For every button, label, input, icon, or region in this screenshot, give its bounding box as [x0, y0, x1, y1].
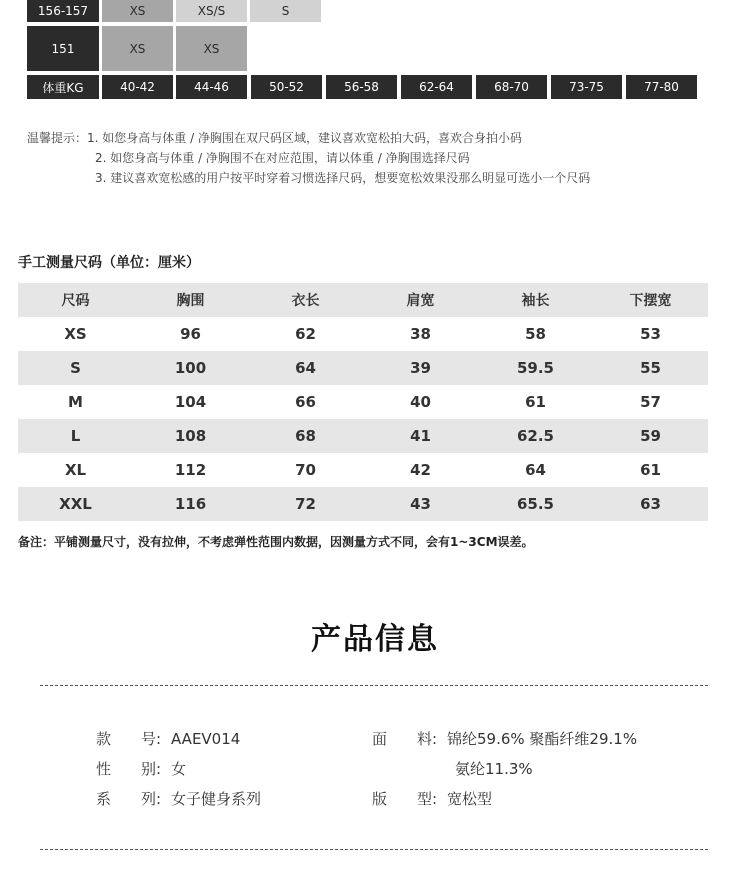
table-cell: 62.5 — [516, 427, 554, 445]
series-value: 女子健身系列 — [171, 790, 262, 808]
measure-title: 手工测量尺码（单位：厘米） — [18, 255, 200, 271]
table-cell: 108 — [174, 427, 207, 445]
table-cell: 57 — [640, 393, 661, 411]
table-cell: 65.5 — [516, 495, 554, 513]
table-cell: 55 — [640, 359, 661, 377]
tips-line: 3. 建议喜欢宽松感的用户按平时穿着习惯选择尺码，想要宽松效果没那么明显可选小一个尺码 — [95, 171, 591, 185]
table-cell: 66 — [295, 393, 316, 411]
series-label: 系 列: — [96, 790, 162, 808]
weight-cell: 73-75 — [551, 75, 622, 99]
gender-value: 女 — [171, 760, 187, 778]
size-cell: XS — [102, 26, 173, 71]
style-no-label: 款 号: — [96, 730, 162, 748]
table-cell: 116 — [174, 495, 207, 513]
table-header-row — [18, 283, 708, 317]
table-row — [18, 419, 708, 453]
table-cell: 39 — [410, 359, 431, 377]
table-cell: 64 — [525, 461, 546, 479]
table-cell: 61 — [525, 393, 546, 411]
table-cell: 72 — [295, 495, 316, 513]
fabric-value-line2: 氨纶11.3% — [455, 760, 533, 778]
table-cell: L — [70, 427, 81, 445]
measure-note: 备注：平铺测量尺寸，没有拉伸，不考虑弹性范围内数据，因测量方式不同，会有1~3CM误差。 — [18, 535, 534, 549]
size-cell: S — [250, 0, 321, 22]
fit-field — [372, 788, 492, 809]
tips-line: 1. 如您身高与体重 / 净胸围在双尺码区域，建议喜欢宽松拍大码，喜欢合身拍小码 — [87, 131, 522, 145]
table-cell: XXL — [59, 495, 92, 513]
table-cell: 104 — [174, 393, 207, 411]
table-cell: 59 — [640, 427, 661, 445]
tips-label: 温馨提示： — [27, 131, 88, 145]
header-cell: 肩宽 — [406, 293, 435, 309]
tips-line: 2. 如您身高与体重 / 净胸围不在对应范围，请以体重 / 净胸围选择尺码 — [95, 151, 470, 165]
product-info-title: 产品信息 — [311, 622, 439, 657]
series-field — [96, 788, 261, 809]
table-cell: 61 — [640, 461, 661, 479]
table-cell: 100 — [174, 359, 207, 377]
fit-value: 宽松型 — [447, 790, 493, 808]
weight-cell: 77-80 — [626, 75, 697, 99]
header-cell: 袖长 — [521, 293, 550, 309]
fabric-value: 锦纶59.6% 聚酯纤维29.1% — [447, 730, 638, 748]
style-no-value: AAEV014 — [171, 730, 241, 748]
fabric-field — [372, 728, 637, 749]
style-no-field — [96, 728, 240, 749]
weight-cell: 56-58 — [326, 75, 397, 99]
table-cell: 68 — [295, 427, 316, 445]
table-row — [18, 487, 708, 521]
table-cell: 59.5 — [516, 359, 554, 377]
header-cell: 尺码 — [61, 293, 90, 309]
height-cell-156: 156-157 — [27, 0, 99, 22]
gender-field — [96, 758, 186, 779]
table-cell: 63 — [640, 495, 661, 513]
table-cell: 38 — [410, 325, 431, 343]
table-cell: 112 — [174, 461, 207, 479]
weight-cell: 40-42 — [102, 75, 173, 99]
size-cell: XS — [176, 26, 247, 71]
table-cell: XL — [64, 461, 87, 479]
table-cell: M — [68, 393, 83, 411]
size-cell: XS — [102, 0, 173, 22]
measure-table — [18, 283, 708, 521]
table-cell: 58 — [525, 325, 546, 343]
weight-cell: 50-52 — [251, 75, 322, 99]
fit-label: 版 型: — [372, 790, 438, 808]
weight-cell: 68-70 — [476, 75, 547, 99]
table-cell: 41 — [410, 427, 431, 445]
height-cell-151: 151 — [27, 26, 99, 71]
table-cell: 70 — [295, 461, 316, 479]
table-row — [18, 317, 708, 351]
weight-cell: 44-46 — [176, 75, 247, 99]
table-cell: 42 — [410, 461, 431, 479]
table-row — [18, 385, 708, 419]
table-cell: XS — [64, 325, 87, 343]
table-row — [18, 351, 708, 385]
fabric-label: 面 料: — [372, 730, 438, 748]
weight-label: 体重KG — [27, 75, 99, 99]
header-cell: 衣长 — [291, 293, 320, 309]
table-cell: S — [70, 359, 81, 377]
weight-cell: 62-64 — [401, 75, 472, 99]
tips-block — [27, 128, 590, 188]
table-cell: 53 — [640, 325, 661, 343]
divider — [40, 849, 708, 850]
table-row — [18, 453, 708, 487]
table-cell: 43 — [410, 495, 431, 513]
header-cell: 下摆宽 — [629, 293, 672, 309]
gender-label: 性 别: — [96, 760, 162, 778]
table-cell: 40 — [410, 393, 431, 411]
table-cell: 64 — [295, 359, 316, 377]
divider — [40, 685, 708, 686]
size-cell: XS/S — [176, 0, 247, 22]
table-cell: 62 — [295, 325, 316, 343]
header-cell: 胸围 — [176, 293, 205, 309]
table-cell: 96 — [180, 325, 201, 343]
